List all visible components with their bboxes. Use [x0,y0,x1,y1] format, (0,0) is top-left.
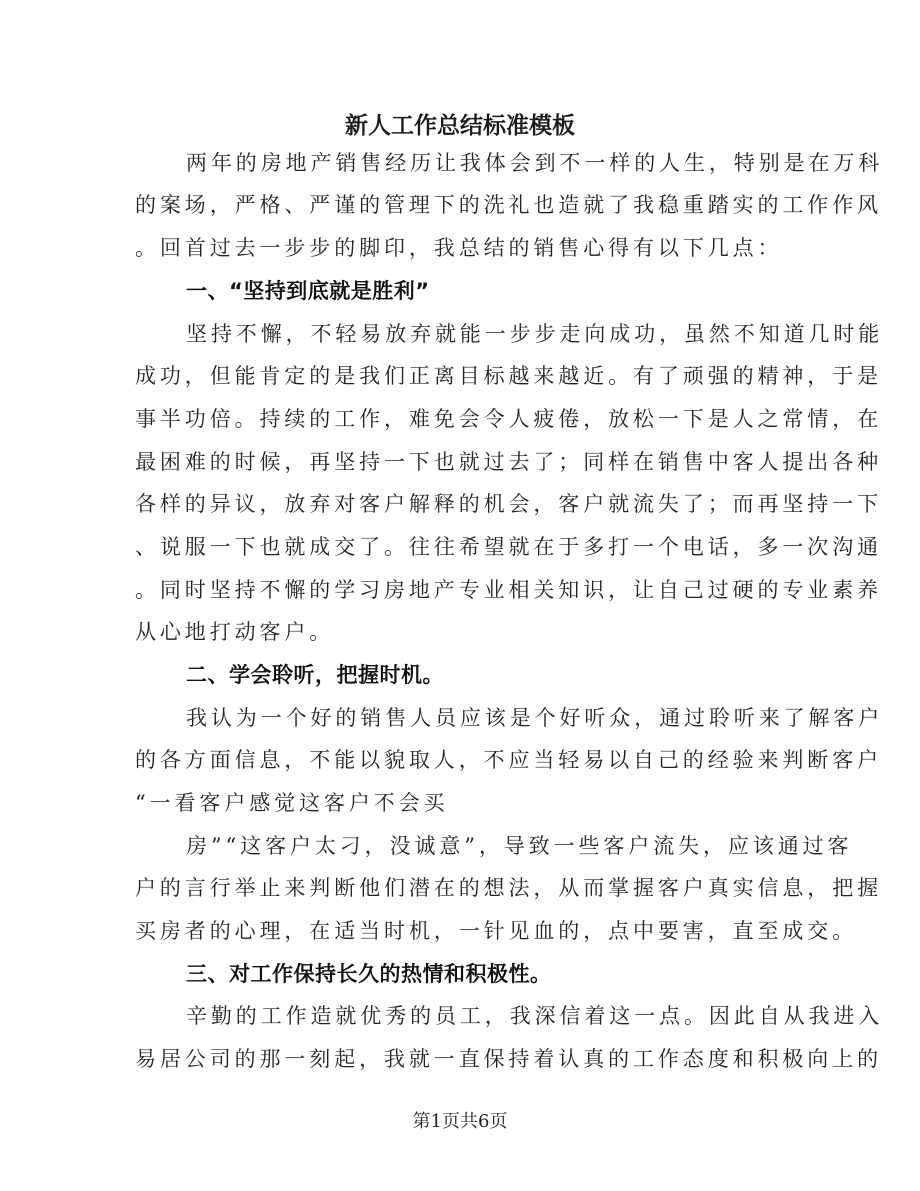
paragraph-intro-line-1: 两年的房地产销售经历让我体会到不一样的人生，特别是在万科 [186,151,884,175]
paragraph-2-line-5: 户的言行举止来判断他们潜在的想法，从而掌握客户真实信息，把握 [135,876,882,900]
paragraph-intro-line-2: 的案场，严格、严谨的管理下的洗礼也造就了我稳重踏实的工作作风 [135,193,882,217]
paragraph-1-line-7: 。同时坚持不懈的学习房地产专业相关知识，让自己过硬的专业素养 [135,578,882,602]
page-number-footer: 第1页共6页 [412,1111,508,1132]
paragraph-2-line-2: 的各方面信息，不能以貌取人，不应当轻易以自己的经验来判断客户 [135,748,882,772]
paragraph-2-line-3: “一看客户感觉这客户不会买 [135,791,449,815]
paragraph-2-line-1: 我认为一个好的销售人员应该是个好听众，通过聆听来了解客户 [186,706,884,730]
paragraph-intro-line-3: 。回首过去一步步的脚印，我总结的销售心得有以下几点： [135,236,783,260]
paragraph-1-line-1: 坚持不懈，不轻易放弃就能一步步走向成功，虽然不知道几时能 [186,322,884,346]
paragraph-3-line-2: 易居公司的那一刻起，我就一直保持着认真的工作态度和积极向上的 [135,1047,882,1071]
paragraph-3-line-1: 辛勤的工作造就优秀的员工，我深信着这一点。因此自从我进入 [186,1004,884,1028]
section-heading-3: 三、对工作保持长久的热情和积极性。 [186,962,552,986]
paragraph-1-line-3: 事半功倍。持续的工作，难免会令人疲倦，放松一下是人之常情，在 [135,407,882,431]
paragraph-1-line-4: 最困难的时候，再坚持一下也就过去了；同样在销售中客人提出各种 [135,450,882,474]
paragraph-1-line-2: 成功，但能肯定的是我们正离目标越来越近。有了顽强的精神，于是 [135,364,882,388]
paragraph-2-line-6: 买房者的心理，在适当时机，一针见血的，点中要害，直至成交。 [135,919,858,943]
paragraph-2-line-4: 房”“这客户太刁，没诚意”，导致一些客户流失，应该通过客 [186,834,853,858]
document-title: 新人工作总结标准模板 [345,113,575,139]
section-heading-2: 二、学会聆听，把握时机。 [186,663,444,687]
paragraph-1-line-5: 各样的异议，放弃对客户解释的机会，客户就流失了；而再坚持一下 [135,492,882,516]
section-heading-1: 一、“坚持到底就是胜利” [186,279,430,303]
paragraph-1-line-8: 从心地打动客户。 [135,620,335,644]
paragraph-1-line-6: 、说服一下也就成交了。往往希望就在于多打一个电话，多一次沟通 [135,535,882,559]
